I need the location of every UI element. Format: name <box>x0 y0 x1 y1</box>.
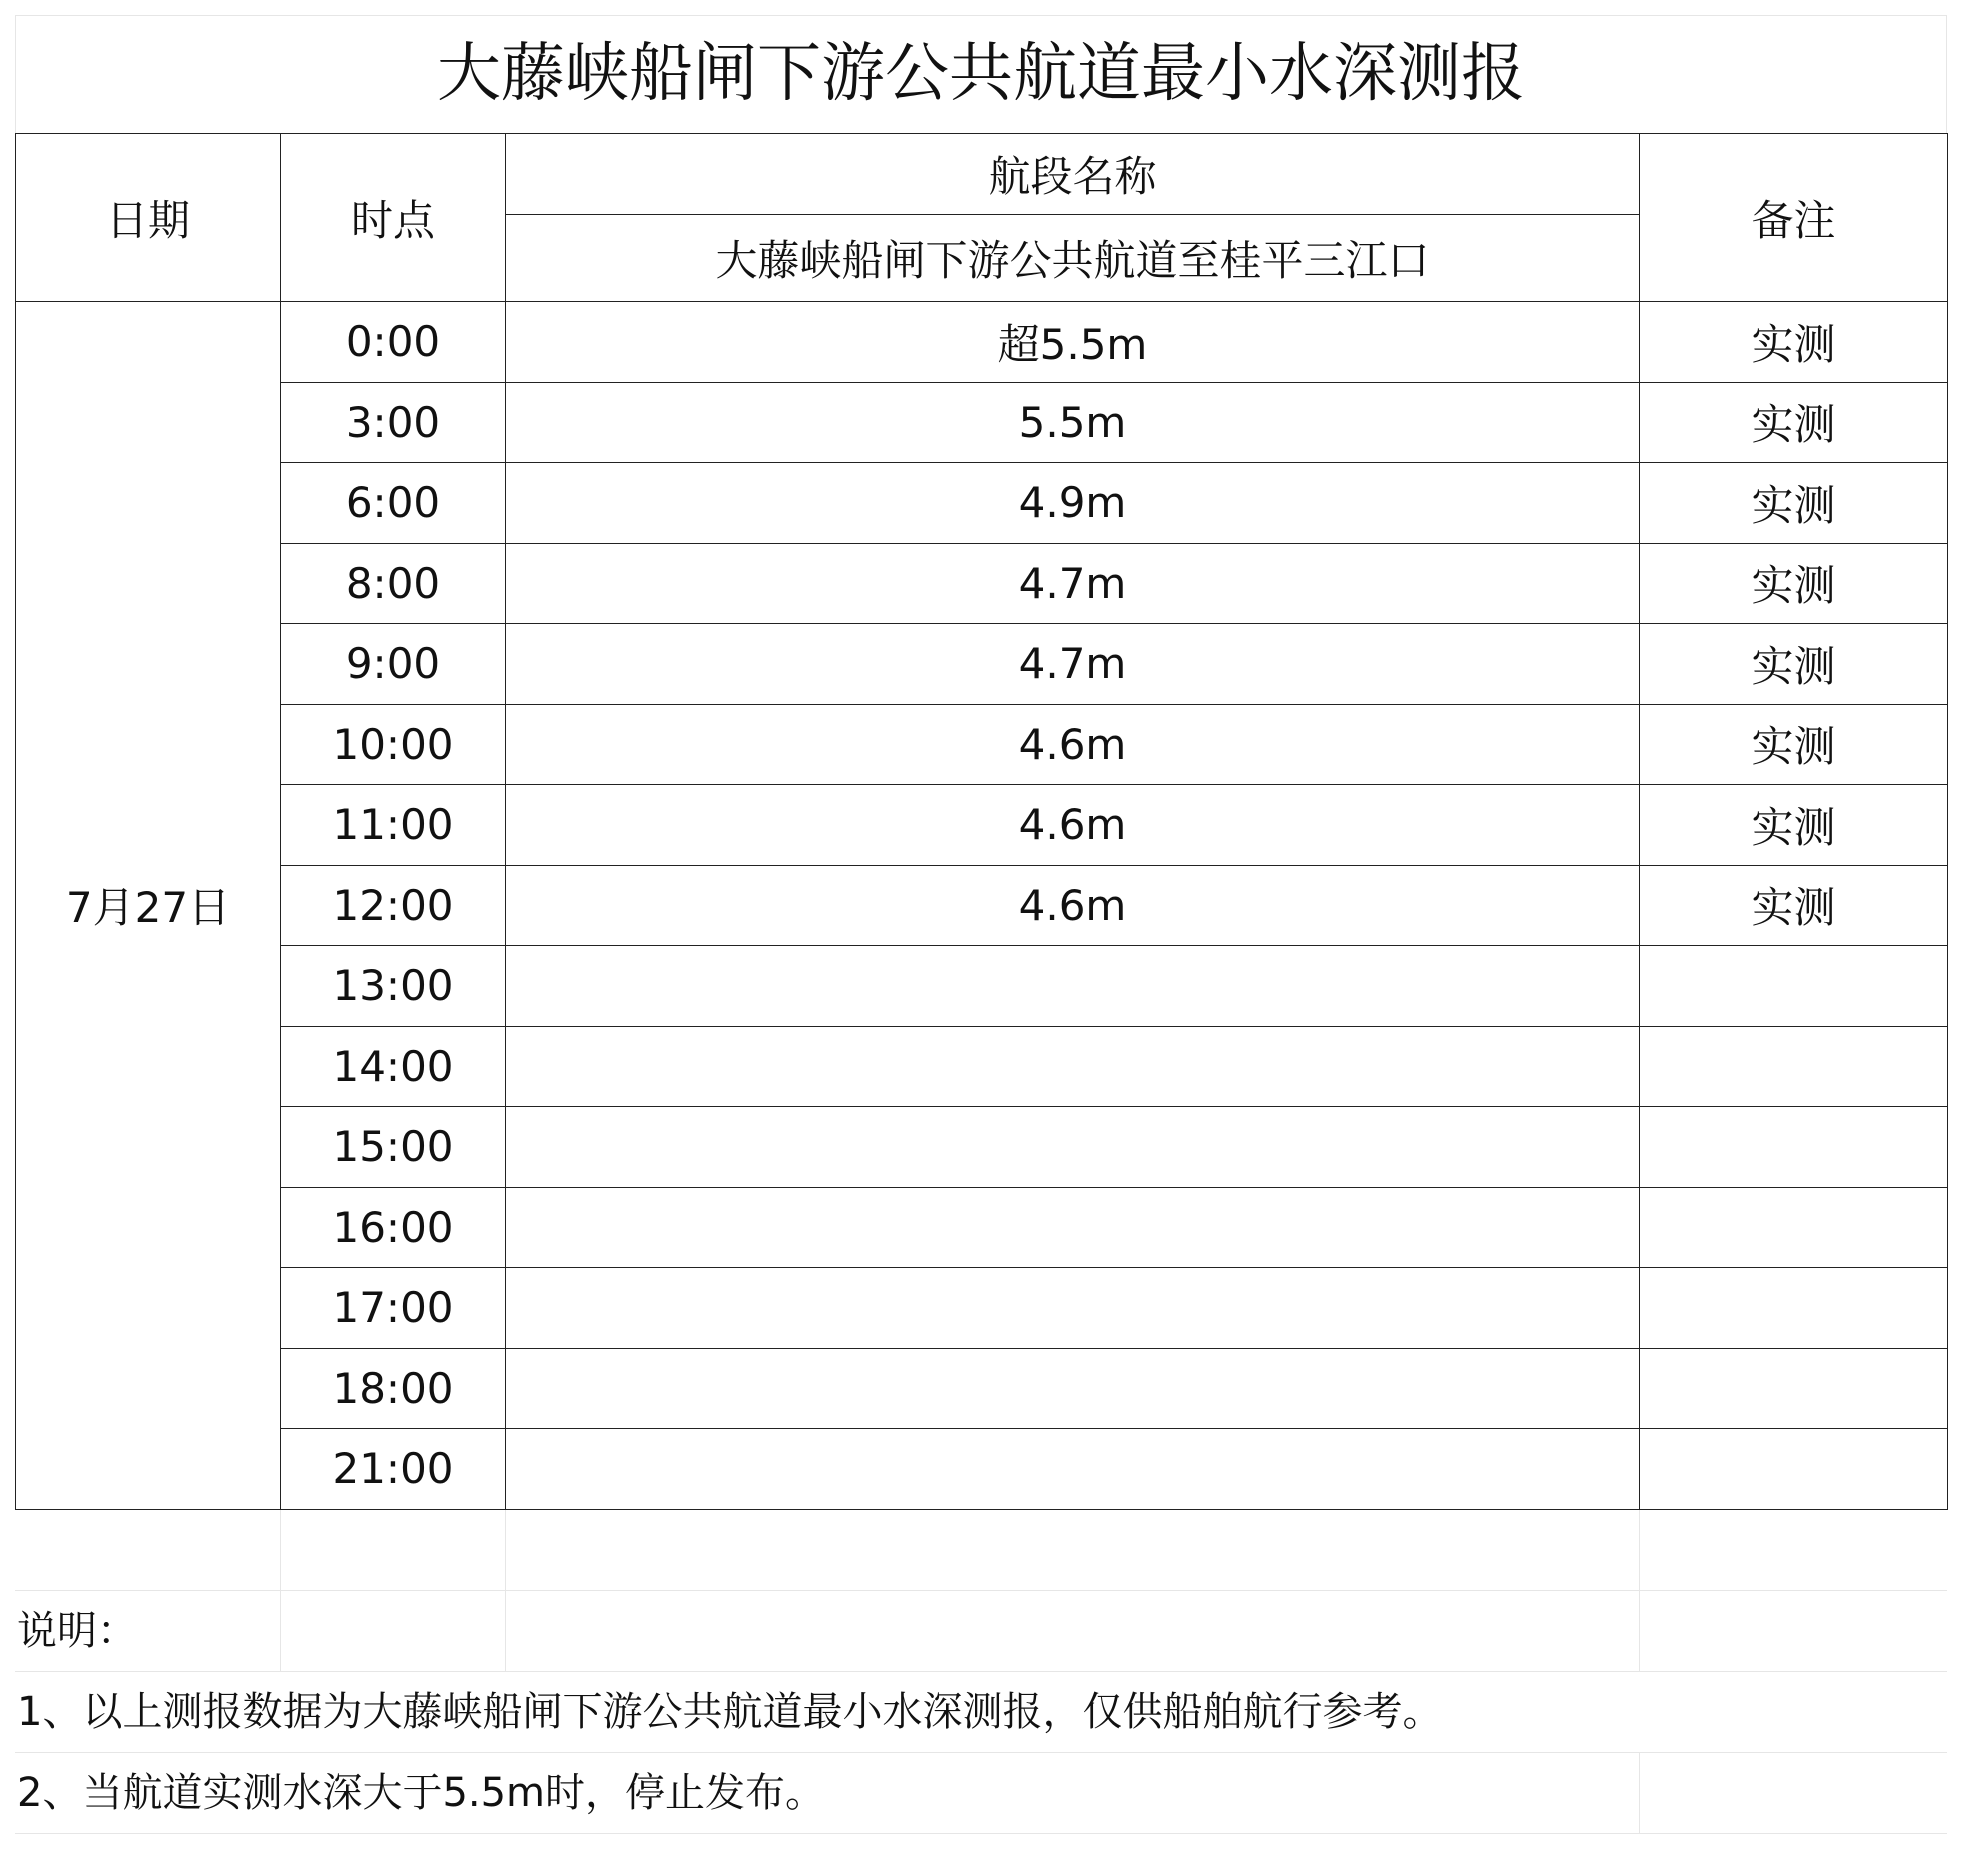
depth-table <box>15 133 1948 1510</box>
notes-line-1: 1、以上测报数据为大藤峡船闸下游公共航道最小水深测报，仅供船舶航行参考。 <box>17 1688 1443 1735</box>
time-cell: 21:00 <box>281 1429 506 1510</box>
remark-cell <box>1640 946 1948 1027</box>
table-row <box>16 1268 1948 1349</box>
depth-cell: 4.7m <box>506 624 1640 705</box>
report-title: 大藤峡船闸下游公共航道最小水深测报 <box>15 15 1947 133</box>
remark-cell: 实测 <box>1640 704 1948 785</box>
depth-cell <box>506 1187 1640 1268</box>
table-row <box>16 382 1948 463</box>
depth-cell <box>506 1268 1640 1349</box>
notes-area <box>15 1510 1947 1834</box>
depth-cell: 4.6m <box>506 865 1640 946</box>
table-row <box>16 463 1948 544</box>
remark-cell <box>1640 1348 1948 1429</box>
time-cell: 18:00 <box>281 1348 506 1429</box>
table-row <box>16 624 1948 705</box>
table-row <box>16 785 1948 866</box>
report-sheet <box>15 15 1947 1834</box>
time-cell: 15:00 <box>281 1107 506 1188</box>
time-cell: 10:00 <box>281 704 506 785</box>
time-cell: 14:00 <box>281 1026 506 1107</box>
table-row <box>16 865 1948 946</box>
header-time: 时点 <box>281 134 506 302</box>
remark-cell: 实测 <box>1640 302 1948 383</box>
depth-cell: 超5.5m <box>506 302 1640 383</box>
remark-cell: 实测 <box>1640 865 1948 946</box>
header-segment-name: 航段名称 <box>506 134 1640 215</box>
header-date: 日期 <box>16 134 281 302</box>
table-row <box>16 1107 1948 1188</box>
depth-cell <box>506 1026 1640 1107</box>
remark-cell <box>1640 1107 1948 1188</box>
depth-cell <box>506 1107 1640 1188</box>
depth-cell <box>506 1348 1640 1429</box>
remark-cell: 实测 <box>1640 463 1948 544</box>
remark-cell <box>1640 1026 1948 1107</box>
remark-cell: 实测 <box>1640 543 1948 624</box>
blank-row <box>15 1510 1947 1591</box>
table-row <box>16 704 1948 785</box>
table-row <box>16 1187 1948 1268</box>
time-cell: 6:00 <box>281 463 506 544</box>
time-cell: 12:00 <box>281 865 506 946</box>
notes-label-row <box>15 1591 1947 1672</box>
time-cell: 11:00 <box>281 785 506 866</box>
time-cell: 0:00 <box>281 302 506 383</box>
time-cell: 8:00 <box>281 543 506 624</box>
remark-cell <box>1640 1429 1948 1510</box>
depth-cell: 4.6m <box>506 704 1640 785</box>
notes-line-2: 2、当航道实测水深大于5.5m时，停止发布。 <box>17 1769 826 1816</box>
remark-cell <box>1640 1187 1948 1268</box>
remark-cell: 实测 <box>1640 624 1948 705</box>
date-cell: 7月27日 <box>16 302 281 1510</box>
header-segment: 大藤峡船闸下游公共航道至桂平三江口 <box>506 215 1640 302</box>
time-cell: 3:00 <box>281 382 506 463</box>
table-row <box>16 946 1948 1027</box>
depth-cell: 5.5m <box>506 382 1640 463</box>
remark-cell: 实测 <box>1640 382 1948 463</box>
header-row <box>16 134 1948 215</box>
time-cell: 13:00 <box>281 946 506 1027</box>
remark-cell <box>1640 1268 1948 1349</box>
depth-cell: 4.6m <box>506 785 1640 866</box>
depth-cell <box>506 946 1640 1027</box>
time-cell: 9:00 <box>281 624 506 705</box>
header-remark: 备注 <box>1640 134 1948 302</box>
depth-cell: 4.7m <box>506 543 1640 624</box>
notes-line-2-row <box>15 1753 1947 1834</box>
table-row <box>16 302 1948 383</box>
table-row <box>16 1348 1948 1429</box>
notes-line-1-row <box>15 1672 1947 1753</box>
notes-label: 说明： <box>17 1607 137 1654</box>
depth-cell: 4.9m <box>506 463 1640 544</box>
table-row <box>16 1026 1948 1107</box>
table-row <box>16 543 1948 624</box>
time-cell: 17:00 <box>281 1268 506 1349</box>
depth-cell <box>506 1429 1640 1510</box>
time-cell: 16:00 <box>281 1187 506 1268</box>
remark-cell: 实测 <box>1640 785 1948 866</box>
table-row <box>16 1429 1948 1510</box>
